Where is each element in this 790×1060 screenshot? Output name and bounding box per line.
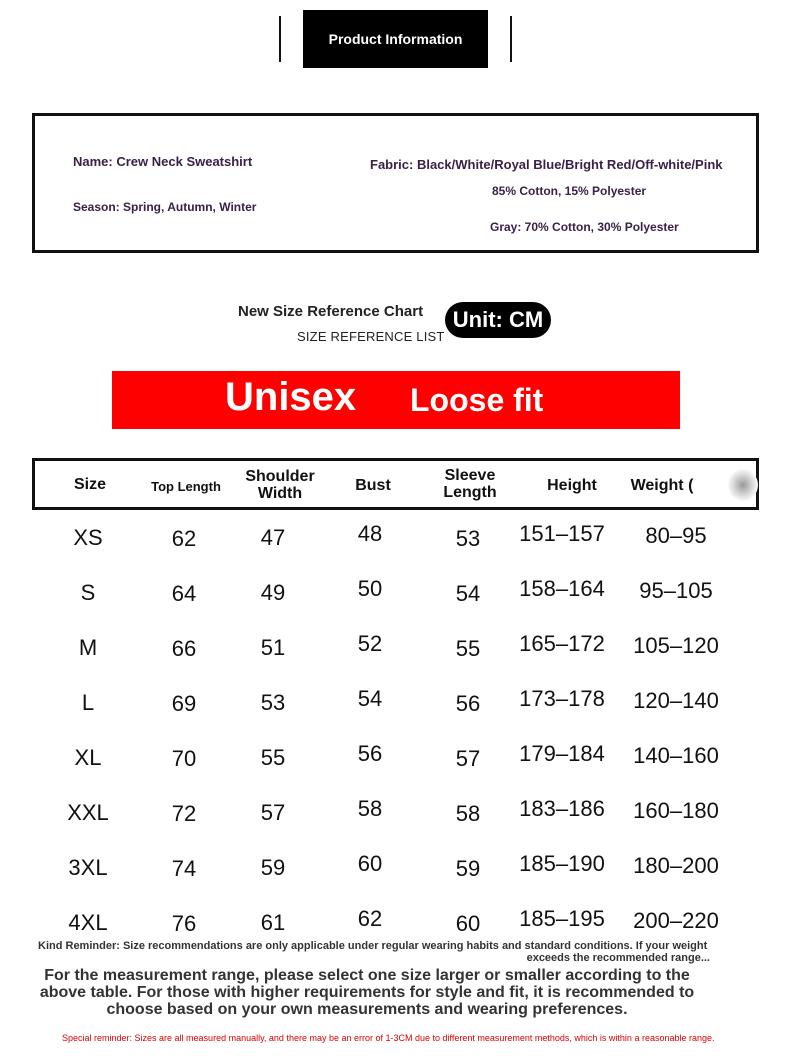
cell-shoulder-width: 51 <box>260 635 286 660</box>
cell-sleeve-length: 59 <box>455 856 481 881</box>
cell-shoulder-width: 57 <box>260 800 286 825</box>
unit-badge <box>445 302 551 338</box>
cell-size: S <box>80 580 96 605</box>
cell-sleeve-length: 60 <box>455 911 481 936</box>
header-divider-right <box>510 16 512 62</box>
cell-height: 165–172 <box>519 631 605 656</box>
cell-bust: 48 <box>357 521 383 546</box>
cell-height: 185–190 <box>519 851 605 876</box>
header-height: Height <box>547 477 597 494</box>
cell-top-length: 66 <box>171 636 197 661</box>
measurement-advice-line2: above table. For those with higher requirements for style and fit, it is recommended to <box>39 984 695 1001</box>
cell-weight: 180–200 <box>633 853 719 878</box>
product-info-box <box>32 113 759 253</box>
size-table-header <box>32 458 759 510</box>
cell-top-length: 69 <box>171 691 197 716</box>
cell-bust: 62 <box>357 906 383 931</box>
measurement-advice-line3: choose based on your own measurements and wearing preferences. <box>106 1001 628 1018</box>
product-name: Name: Crew Neck Sweatshirt <box>73 154 253 169</box>
kind-reminder-line2: exceeds the recommended range... <box>526 952 710 964</box>
cell-sleeve-length: 56 <box>455 691 481 716</box>
header-top-length: Top Length <box>151 479 221 494</box>
header-weight: Weight ( <box>630 477 694 494</box>
cell-shoulder-width: 49 <box>260 580 286 605</box>
cell-sleeve-length: 58 <box>455 801 481 826</box>
cell-top-length: 72 <box>171 801 197 826</box>
cell-shoulder-width: 53 <box>260 690 286 715</box>
cell-weight: 105–120 <box>633 633 719 658</box>
cell-shoulder-width: 59 <box>260 855 286 880</box>
image-smudge <box>728 469 758 501</box>
cell-height: 185–195 <box>519 906 605 931</box>
cell-weight: 160–180 <box>633 798 719 823</box>
cell-size: 3XL <box>68 855 108 880</box>
cell-bust: 60 <box>357 851 383 876</box>
cell-top-length: 76 <box>171 911 197 936</box>
header-sleeve-length: Sleeve Length <box>443 467 497 501</box>
product-composition-gray: Gray: 70% Cotton, 30% Polyester <box>490 220 679 234</box>
measurement-advice <box>25 967 709 1018</box>
cell-bust: 58 <box>357 796 383 821</box>
product-season: Season: Spring, Autumn, Winter <box>73 200 257 214</box>
cell-height: 158–164 <box>519 576 605 601</box>
kind-reminder <box>38 940 710 964</box>
cell-top-length: 62 <box>171 526 197 551</box>
cell-weight: 120–140 <box>633 688 719 713</box>
header-bust: Bust <box>355 477 391 494</box>
cell-size: XXL <box>67 800 109 825</box>
cell-bust: 54 <box>357 686 383 711</box>
cell-height: 173–178 <box>519 686 605 711</box>
cell-size: XL <box>74 745 102 770</box>
cell-weight: 80–95 <box>645 523 707 548</box>
kind-reminder-line1: Kind Reminder: Size recommendations are only applicable under regular wearing habits and standard conditions. If your weight <box>38 940 708 952</box>
special-reminder: Special reminder: Sizes are all measured manually, and there may be an error of 1-3CM due to different measurement methods, which is within a reasonable range. <box>62 1033 715 1043</box>
size-chart-subtitle: SIZE REFERENCE LIST <box>297 329 445 344</box>
cell-top-length: 74 <box>171 856 197 881</box>
cell-size: M <box>78 635 98 660</box>
cell-weight: 200–220 <box>633 908 719 933</box>
cell-sleeve-length: 53 <box>455 526 481 551</box>
cell-weight: 140–160 <box>633 743 719 768</box>
header-divider-left <box>279 16 281 62</box>
cell-top-length: 70 <box>171 746 197 771</box>
cell-weight: 95–105 <box>639 578 713 603</box>
fit-banner <box>112 371 680 429</box>
cell-sleeve-length: 57 <box>455 746 481 771</box>
product-information-header <box>303 10 488 68</box>
cell-sleeve-length: 55 <box>455 636 481 661</box>
size-chart-title: New Size Reference Chart <box>238 303 424 320</box>
header-title: Product Information <box>328 31 463 47</box>
cell-size: 4XL <box>68 910 108 935</box>
cell-height: 183–186 <box>519 796 605 821</box>
cell-height: 179–184 <box>519 741 605 766</box>
cell-height: 151–157 <box>519 521 605 546</box>
unit-label: Unit: CM <box>452 307 544 332</box>
cell-top-length: 64 <box>171 581 197 606</box>
cell-bust: 56 <box>357 741 383 766</box>
cell-shoulder-width: 61 <box>260 910 286 935</box>
cell-size: XS <box>73 525 103 550</box>
cell-sleeve-length: 54 <box>455 581 481 606</box>
banner-loose-fit: Loose fit <box>410 382 544 418</box>
cell-size: L <box>81 690 95 715</box>
measurement-advice-line1: For the measurement range, please select one size larger or smaller according to the <box>44 967 690 984</box>
cell-bust: 50 <box>357 576 383 601</box>
product-composition-main: 85% Cotton, 15% Polyester <box>492 184 647 198</box>
header-size: Size <box>73 476 107 493</box>
cell-bust: 52 <box>357 631 383 656</box>
cell-shoulder-width: 47 <box>260 525 286 550</box>
banner-unisex: Unisex <box>225 375 357 419</box>
header-shoulder-width: Shoulder Width <box>245 468 315 502</box>
product-fabric: Fabric: Black/White/Royal Blue/Bright Red/Off-white/Pink <box>370 157 723 172</box>
cell-shoulder-width: 55 <box>260 745 286 770</box>
